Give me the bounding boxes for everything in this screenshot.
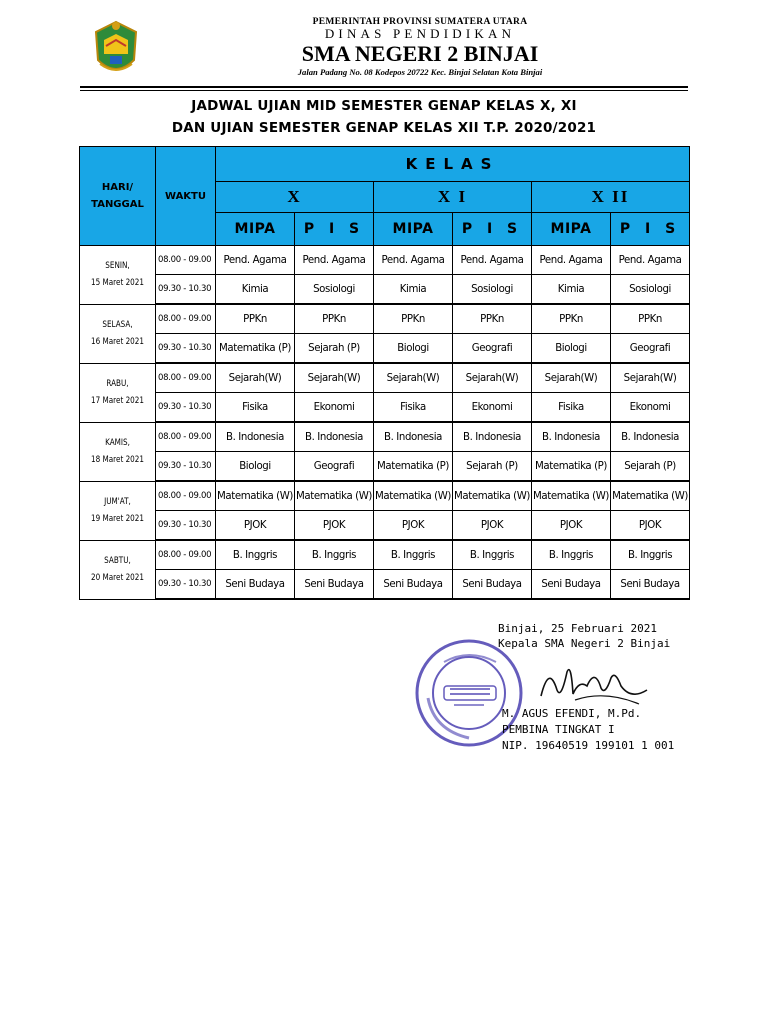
- day-date: 16 Maret 2021: [91, 336, 144, 347]
- subject-cell: Matematika (W): [453, 481, 532, 511]
- header-grade: X: [216, 182, 374, 213]
- day-cell: [80, 363, 156, 422]
- table-row: [80, 570, 690, 600]
- signer-identity: [502, 706, 674, 754]
- day-name: SENIN,: [105, 260, 130, 271]
- subject-cell: Matematika (P): [374, 452, 453, 482]
- subject-cell: Pend. Agama: [611, 246, 690, 275]
- subject-cell: Pend. Agama: [216, 246, 295, 275]
- header-day-date: [80, 147, 156, 246]
- province-emblem-icon: [92, 20, 140, 80]
- header-class: KELAS: [216, 147, 690, 182]
- subject-cell: B. Indonesia: [295, 422, 374, 452]
- time-cell: 09.30 - 10.30: [156, 393, 216, 423]
- subject-cell: B. Indonesia: [611, 422, 690, 452]
- subject-cell: Matematika (W): [216, 481, 295, 511]
- subject-cell: Matematika (P): [216, 334, 295, 364]
- subject-cell: Kimia: [216, 275, 295, 305]
- header-grade: X I: [374, 182, 532, 213]
- time-cell: 08.00 - 09.00: [156, 304, 216, 334]
- subject-cell: Ekonomi: [453, 393, 532, 423]
- subject-cell: PJOK: [374, 511, 453, 541]
- subject-cell: B. Inggris: [453, 540, 532, 570]
- subject-cell: Pend. Agama: [295, 246, 374, 275]
- subject-cell: B. Indonesia: [453, 422, 532, 452]
- document-title-line1: JADWAL UJIAN MID SEMESTER GENAP KELAS X, XI: [191, 98, 577, 114]
- subject-cell: PPKn: [532, 304, 611, 334]
- subject-cell: Sejarah(W): [295, 363, 374, 393]
- school-address: Jalan Padang No. 08 Kodepos 20722 Kec. Binjai Selatan Kota Binjai: [297, 67, 543, 77]
- time-cell: 09.30 - 10.30: [156, 275, 216, 305]
- subject-cell: Matematika (W): [611, 481, 690, 511]
- table-row: [80, 393, 690, 423]
- subject-cell: Biologi: [216, 452, 295, 482]
- time-cell: 09.30 - 10.30: [156, 334, 216, 364]
- subject-cell: PJOK: [453, 511, 532, 541]
- day-name: KAMIS,: [105, 437, 130, 448]
- subject-cell: Ekonomi: [295, 393, 374, 423]
- subject-cell: Seni Budaya: [374, 570, 453, 600]
- table-row: [80, 275, 690, 305]
- day-date: 20 Maret 2021: [91, 572, 144, 583]
- subject-cell: Sejarah(W): [532, 363, 611, 393]
- day-date: 15 Maret 2021: [91, 277, 144, 288]
- time-cell: 09.30 - 10.30: [156, 452, 216, 482]
- header-hari: HARI/: [101, 182, 134, 193]
- subject-cell: Fisika: [216, 393, 295, 423]
- subject-cell: PJOK: [216, 511, 295, 541]
- subject-cell: B. Inggris: [295, 540, 374, 570]
- handwritten-signature-icon: [535, 660, 655, 712]
- header-subgroup: P I S: [453, 213, 532, 246]
- subject-cell: Sosiologi: [453, 275, 532, 305]
- subject-cell: Sosiologi: [611, 275, 690, 305]
- table-row: [80, 511, 690, 541]
- signer-position: Kepala SMA Negeri 2 Binjai: [498, 637, 671, 650]
- time-cell: 08.00 - 09.00: [156, 422, 216, 452]
- subject-cell: Sejarah (P): [611, 452, 690, 482]
- subject-cell: Matematika (W): [374, 481, 453, 511]
- subject-cell: PJOK: [611, 511, 690, 541]
- subject-cell: Sejarah(W): [374, 363, 453, 393]
- subject-cell: B. Inggris: [611, 540, 690, 570]
- government-line: PEMERINTAH PROVINSI SUMATERA UTARA: [312, 17, 528, 27]
- subject-cell: B. Indonesia: [374, 422, 453, 452]
- subject-cell: Kimia: [374, 275, 453, 305]
- day-cell: [80, 540, 156, 599]
- subject-cell: Geografi: [295, 452, 374, 482]
- letterhead-rule: [80, 86, 688, 88]
- subject-cell: Matematika (W): [532, 481, 611, 511]
- table-row: [80, 481, 690, 511]
- header-subgroup: MIPA: [532, 213, 611, 246]
- subject-cell: PPKn: [374, 304, 453, 334]
- time-cell: 08.00 - 09.00: [156, 363, 216, 393]
- subject-cell: B. Inggris: [532, 540, 611, 570]
- table-row: [80, 304, 690, 334]
- signer-rank: PEMBINA TINGKAT I: [502, 723, 615, 736]
- table-row: [80, 540, 690, 570]
- subject-cell: Sosiologi: [295, 275, 374, 305]
- header-tanggal: TANGGAL: [91, 199, 144, 210]
- letterhead-rule-thin: [80, 90, 688, 91]
- day-name: RABU,: [106, 378, 129, 389]
- document-title-line2: DAN UJIAN SEMESTER GENAP KELAS XII T.P. 2020/2021: [171, 120, 597, 136]
- day-name: SABTU,: [104, 555, 131, 566]
- subject-cell: Geografi: [611, 334, 690, 364]
- subject-cell: Ekonomi: [611, 393, 690, 423]
- header-subgroup: MIPA: [216, 213, 295, 246]
- day-date: 18 Maret 2021: [91, 454, 144, 465]
- subject-cell: Biologi: [532, 334, 611, 364]
- time-cell: 09.30 - 10.30: [156, 511, 216, 541]
- time-cell: 08.00 - 09.00: [156, 246, 216, 275]
- subject-cell: Matematika (P): [532, 452, 611, 482]
- subject-cell: Sejarah (P): [453, 452, 532, 482]
- subject-cell: Pend. Agama: [374, 246, 453, 275]
- subject-cell: Fisika: [532, 393, 611, 423]
- day-cell: [80, 422, 156, 481]
- header-subgroup: P I S: [295, 213, 374, 246]
- table-row: [80, 246, 690, 275]
- table-row: [80, 363, 690, 393]
- subject-cell: B. Indonesia: [216, 422, 295, 452]
- subject-cell: PPKn: [453, 304, 532, 334]
- subject-cell: PJOK: [532, 511, 611, 541]
- day-cell: [80, 481, 156, 540]
- day-date: 19 Maret 2021: [91, 513, 144, 524]
- subject-cell: Sejarah (P): [295, 334, 374, 364]
- subject-cell: Seni Budaya: [532, 570, 611, 600]
- subject-cell: Pend. Agama: [532, 246, 611, 275]
- subject-cell: Sejarah(W): [453, 363, 532, 393]
- subject-cell: PPKn: [295, 304, 374, 334]
- header-subgroup: P I S: [611, 213, 690, 246]
- subject-cell: B. Inggris: [216, 540, 295, 570]
- header-time: WAKTU: [156, 147, 216, 246]
- header-grade: X II: [532, 182, 690, 213]
- day-cell: [80, 304, 156, 363]
- day-cell: [80, 246, 156, 305]
- subject-cell: Sejarah(W): [611, 363, 690, 393]
- subject-cell: B. Inggris: [374, 540, 453, 570]
- subject-cell: Fisika: [374, 393, 453, 423]
- signer-name: M. AGUS EFENDI, M.Pd.: [502, 707, 642, 720]
- exam-schedule-table: [79, 146, 690, 600]
- table-row: [80, 422, 690, 452]
- table-row: [80, 452, 690, 482]
- letterhead: [0, 16, 768, 86]
- header-subgroup: MIPA: [374, 213, 453, 246]
- subject-cell: PPKn: [611, 304, 690, 334]
- subject-cell: Matematika (W): [295, 481, 374, 511]
- department-line: DINAS PENDIDIKAN: [324, 26, 516, 41]
- time-cell: 08.00 - 09.00: [156, 481, 216, 511]
- subject-cell: PJOK: [295, 511, 374, 541]
- table-row: [80, 334, 690, 364]
- subject-cell: Kimia: [532, 275, 611, 305]
- place-date: Binjai, 25 Februari 2021: [498, 622, 657, 635]
- day-name: SELASA,: [102, 319, 133, 330]
- subject-cell: Seni Budaya: [611, 570, 690, 600]
- signer-nip: NIP. 19640519 199101 1 001: [502, 739, 675, 752]
- school-name: SMA NEGERI 2 BINJAI: [301, 41, 539, 66]
- time-cell: 09.30 - 10.30: [156, 570, 216, 600]
- time-cell: 08.00 - 09.00: [156, 540, 216, 570]
- subject-cell: Seni Budaya: [453, 570, 532, 600]
- subject-cell: Seni Budaya: [216, 570, 295, 600]
- day-name: JUM'AT,: [104, 496, 131, 507]
- day-date: 17 Maret 2021: [91, 395, 144, 406]
- subject-cell: PPKn: [216, 304, 295, 334]
- subject-cell: Sejarah(W): [216, 363, 295, 393]
- subject-cell: Geografi: [453, 334, 532, 364]
- subject-cell: Biologi: [374, 334, 453, 364]
- subject-cell: Seni Budaya: [295, 570, 374, 600]
- subject-cell: Pend. Agama: [453, 246, 532, 275]
- subject-cell: B. Indonesia: [532, 422, 611, 452]
